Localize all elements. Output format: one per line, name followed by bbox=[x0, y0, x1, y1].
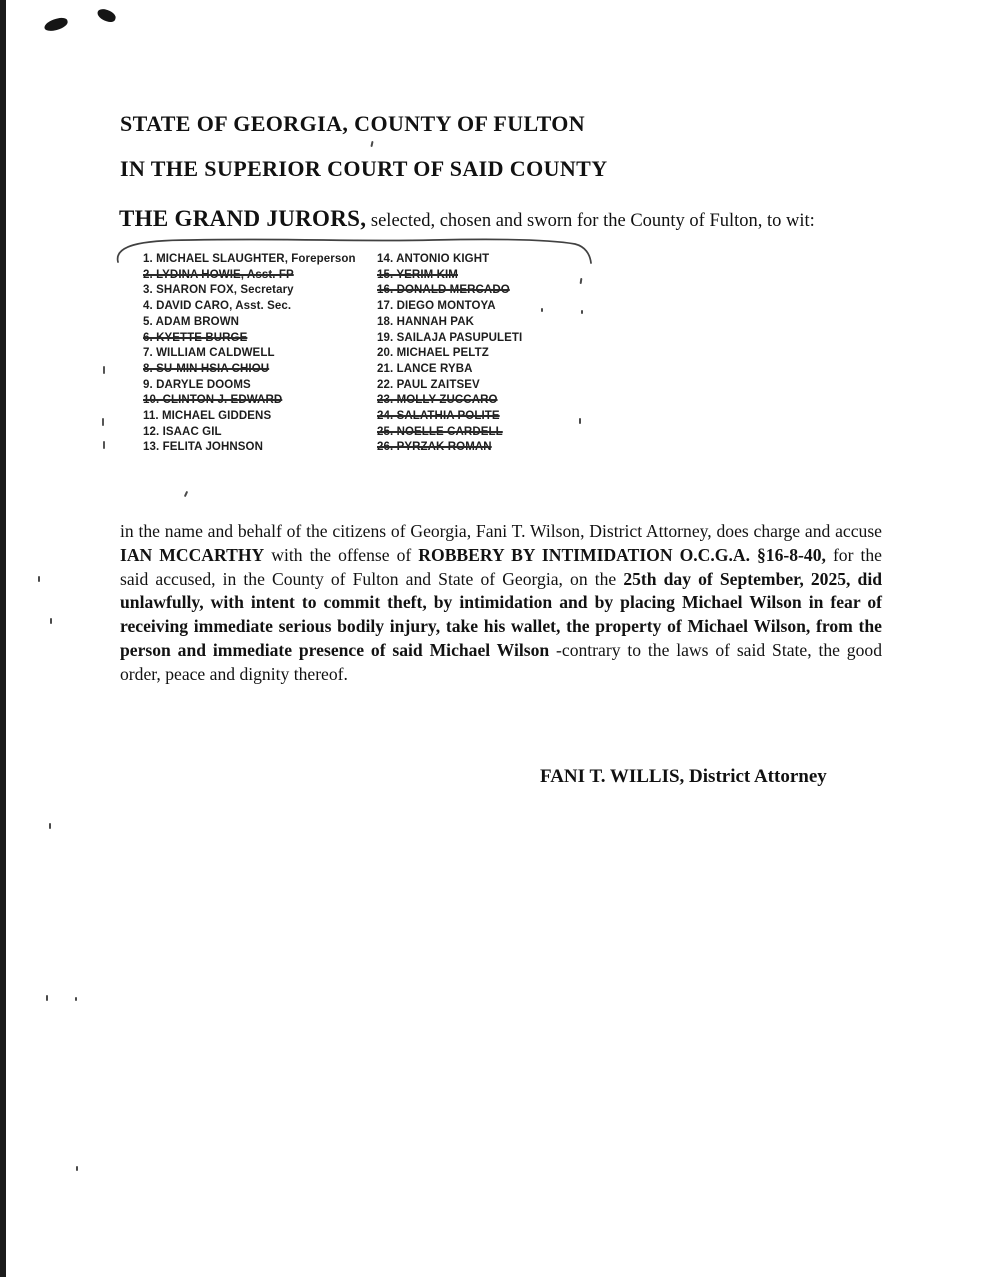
juror-list-item bbox=[143, 425, 356, 441]
juror-list-right-column bbox=[377, 252, 522, 456]
juror-list-item bbox=[143, 252, 356, 268]
grand-jurors-description: selected, chosen and sworn for the County of Fulton, to wit: bbox=[366, 211, 815, 231]
juror-list-item bbox=[143, 362, 356, 378]
juror-name: 23. MOLLY ZUCCARO bbox=[377, 394, 498, 407]
scan-artifact bbox=[541, 308, 543, 312]
juror-list-item bbox=[377, 409, 522, 425]
juror-name: 21. LANCE RYBA bbox=[377, 362, 473, 375]
juror-list-item bbox=[143, 378, 356, 394]
scan-artifact bbox=[46, 995, 48, 1001]
juror-list-item bbox=[143, 346, 356, 362]
juror-name: 26. PYRZAK ROMAN bbox=[377, 441, 492, 454]
juror-name: 4. DAVID CARO, Asst. Sec. bbox=[143, 300, 292, 313]
juror-list-item bbox=[377, 283, 522, 299]
court-header-line-2: IN THE SUPERIOR COURT OF SAID COUNTY bbox=[120, 156, 608, 181]
juror-list-item bbox=[143, 315, 356, 331]
juror-name: 14. ANTONIO KIGHT bbox=[377, 253, 490, 265]
juror-name: 6. KYETTE BURGE bbox=[143, 331, 248, 344]
scan-artifact bbox=[38, 576, 40, 582]
grand-jurors-label: THE GRAND JURORS, bbox=[119, 206, 367, 231]
juror-list-item bbox=[377, 331, 522, 347]
juror-list-item bbox=[377, 425, 522, 441]
juror-list-item bbox=[143, 393, 356, 409]
scan-artifact bbox=[103, 366, 105, 374]
juror-list-item bbox=[377, 315, 522, 331]
juror-name: 18. HANNAH PAK bbox=[377, 315, 475, 328]
juror-list-item bbox=[143, 268, 356, 284]
juror-name: 3. SHARON FOX, Secretary bbox=[143, 284, 294, 297]
juror-list-item bbox=[143, 283, 356, 299]
juror-name: 9. DARYLE DOOMS bbox=[143, 378, 251, 391]
juror-list-item bbox=[377, 299, 522, 315]
juror-list-item bbox=[143, 331, 356, 347]
juror-name: 13. FELITA JOHNSON bbox=[143, 441, 264, 454]
juror-name: 11. MICHAEL GIDDENS bbox=[143, 410, 272, 423]
juror-name: 15. YERIM KIM bbox=[377, 268, 458, 281]
scan-artifact bbox=[43, 16, 69, 32]
scan-artifact bbox=[102, 418, 104, 426]
juror-list-item bbox=[377, 440, 522, 456]
charge-text-segment: -contrary to the laws of said State, the good order, peace and dignity thereof. bbox=[120, 639, 882, 684]
juror-list-item bbox=[143, 409, 356, 425]
scan-artifact bbox=[76, 1166, 78, 1171]
juror-name: 19. SAILAJA PASUPULETI bbox=[377, 331, 523, 344]
charge-paragraph bbox=[120, 520, 882, 687]
scan-artifact bbox=[49, 823, 51, 829]
scan-artifact bbox=[580, 278, 583, 284]
juror-list-item bbox=[377, 252, 522, 268]
juror-list-item bbox=[143, 299, 356, 315]
scan-edge-band bbox=[0, 0, 6, 1277]
juror-name: 22. PAUL ZAITSEV bbox=[377, 378, 480, 391]
juror-name: 8. SU-MIN HSIA CHIOU bbox=[143, 362, 270, 375]
grand-jurors-heading bbox=[119, 206, 815, 232]
juror-list-item bbox=[143, 440, 356, 456]
juror-name: 7. WILLIAM CALDWELL bbox=[143, 347, 275, 360]
charge-text-bold-segment: IAN MCCARTHY bbox=[120, 544, 265, 565]
juror-name: 17. DIEGO MONTOYA bbox=[377, 300, 496, 313]
scan-artifact bbox=[581, 310, 583, 314]
juror-list-item bbox=[377, 346, 522, 362]
scan-artifact bbox=[184, 491, 188, 497]
juror-name: 2. LYDINA HOWIE, Asst. FP bbox=[143, 268, 294, 281]
charge-text-bold-segment: 25th day of September, 2025, did unlawfully, with intent to commit theft, by intimidation and by placing Michael Wilson in fear of receiving immediate serious bodily injury, take his wallet, the property of Michael Wilson, from the person and immediate presence of said Michael Wilson bbox=[120, 568, 882, 660]
juror-name: 25. NOELLE CARDELL bbox=[377, 425, 503, 438]
scan-artifact bbox=[50, 618, 52, 624]
signature-line: FANI T. WILLIS, District Attorney bbox=[540, 766, 827, 787]
charge-text-segment: with the offense of bbox=[264, 544, 419, 565]
juror-name: 5. ADAM BROWN bbox=[143, 315, 240, 328]
scan-artifact bbox=[579, 418, 581, 424]
juror-list-left-column bbox=[143, 252, 356, 456]
scan-artifact bbox=[103, 441, 105, 449]
juror-list-item bbox=[377, 268, 522, 284]
juror-list-item bbox=[377, 393, 522, 409]
juror-name: 16. DONALD MERCADO bbox=[377, 284, 510, 297]
scan-artifact bbox=[370, 141, 373, 147]
juror-name: 24. SALATHIA POLITE bbox=[377, 410, 500, 423]
scan-artifact bbox=[96, 7, 117, 23]
juror-list-item bbox=[377, 378, 522, 394]
charge-text-bold-segment: ROBBERY BY INTIMIDATION O.C.G.A. §16-8-40, bbox=[418, 544, 826, 565]
juror-name: 12. ISAAC GIL bbox=[143, 425, 222, 438]
charge-text-segment: in the name and behalf of the citizens of Georgia, Fani T. Wilson, District Attorney, does charge and accuse bbox=[120, 521, 882, 541]
court-header-line-1: STATE OF GEORGIA, COUNTY OF FULTON bbox=[120, 111, 586, 136]
juror-name: 20. MICHAEL PELTZ bbox=[377, 347, 489, 360]
charge-text-segment: for the said accused, in the County of Fulton and State of Georgia, on the bbox=[120, 544, 882, 589]
scan-artifact bbox=[75, 997, 77, 1001]
juror-name: 1. MICHAEL SLAUGHTER, Foreperson bbox=[143, 253, 356, 265]
juror-list-item bbox=[377, 362, 522, 378]
juror-name: 10. CLINTON J. EDWARD bbox=[143, 394, 283, 407]
